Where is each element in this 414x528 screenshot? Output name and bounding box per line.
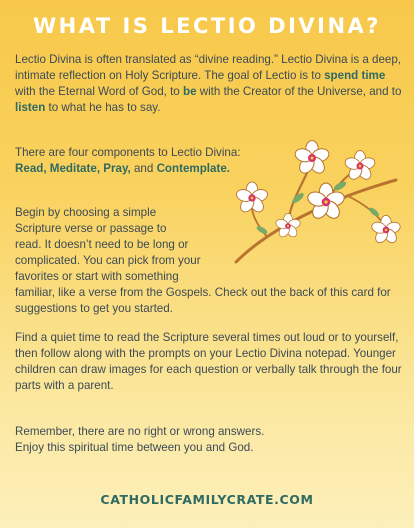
paragraph-text: Scripture verse or passage to [15,222,167,235]
emphasis-text: be [182,85,197,98]
website-url: CATHOLICFAMILYCRATE.COM [100,492,314,507]
flowering-branch-icon [228,140,413,265]
card-title: WHAT IS LECTIO DIVINA? [32,14,381,38]
paragraph-text: with the Creator of the Universe, and to [196,85,402,98]
paragraph-text: with the Eternal Word of God, to [15,85,183,98]
reminder-paragraph [15,424,405,456]
paragraph-text: Remember, there are no right or wrong answers. [15,425,265,438]
paragraph-text: Find a quiet time to read the Scripture several times out loud or to yourself, then follow along with the prompts on your Lectio Divina notepad. Younger children can draw images for each question or verbally talk through the four parts with a parent. [15,331,402,392]
emphasis-text: listen [15,101,46,114]
paragraph-text: familiar, like a verse from the Gospels. Check out the back of this card for suggestions to get you started. [15,286,391,315]
intro-paragraph [15,52,403,116]
paragraph-text: read. It doesn’t need to be long or [15,238,189,251]
paragraph-text: Enjoy this spiritual time between you and God. [15,441,254,454]
paragraph-text: complicated. You can pick from your [15,254,201,267]
paragraph-text: and [130,162,157,175]
quiet-time-paragraph [15,330,410,394]
emphasis-text: spend time [324,69,386,82]
paragraph-text: There are four components to Lectio Divina: [15,146,241,159]
paragraph-text: favorites or start with something [15,270,179,283]
emphasis-text: Contemplate. [156,162,230,175]
paragraph-text: Begin by choosing a simple [15,206,157,219]
paragraph-text: Lectio Divina is often translated as “divine reading.” Lectio Divina is a deep, intimate reflection on Holy Scripture. The goal of Lectio is to [15,53,402,82]
emphasis-text: Read, Meditate, Pray, [15,162,131,175]
paragraph-text: to what he has to say. [45,101,161,114]
